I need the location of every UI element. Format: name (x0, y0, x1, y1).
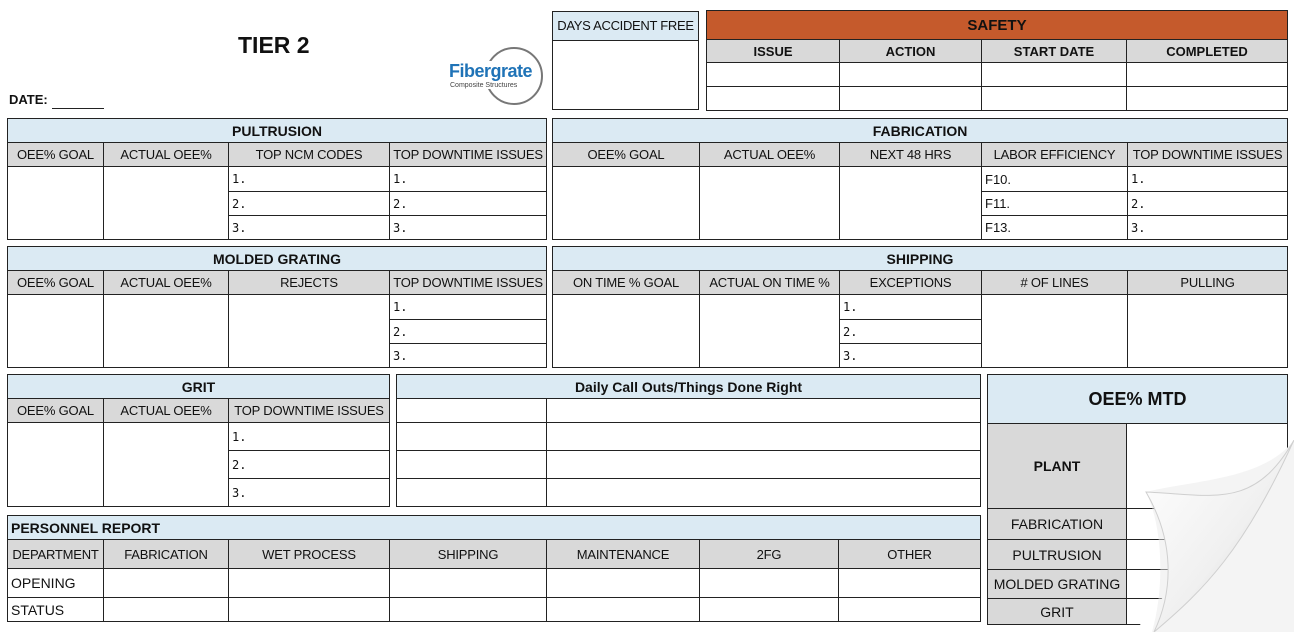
callout-cell[interactable] (397, 399, 547, 423)
ship-goal-cell[interactable] (553, 295, 700, 368)
days-accident-free-box (552, 11, 699, 110)
page-title: TIER 2 (238, 32, 310, 58)
ship-lines-cell[interactable] (982, 295, 1128, 368)
oee-row-pultrusion: PULTRUSION (988, 540, 1127, 570)
ncm-item[interactable]: 1. (229, 167, 390, 192)
col-actual-oee: ACTUAL OEE% (104, 399, 229, 423)
oee-row-grit: GRIT (988, 599, 1127, 625)
fabrication-title: FABRICATION (553, 119, 1288, 143)
callout-cell[interactable] (547, 451, 981, 479)
col-labor-efficiency: LABOR EFFICIENCY (982, 143, 1128, 167)
safety-table (706, 10, 1288, 111)
downtime-item[interactable]: 3. (229, 479, 390, 507)
labor-item[interactable]: F13. (982, 216, 1128, 240)
ncm-item[interactable]: 2. (229, 192, 390, 216)
downtime-item[interactable]: 3. (390, 344, 547, 368)
col-top-downtime: TOP DOWNTIME ISSUES (229, 399, 390, 423)
col-top-ncm-codes: TOP NCM CODES (229, 143, 390, 167)
downtime-item[interactable]: 1. (229, 423, 390, 451)
days-accident-free-value[interactable] (553, 41, 698, 111)
downtime-item[interactable]: 3. (1128, 216, 1288, 240)
oee-row-fabrication: FABRICATION (988, 509, 1127, 540)
oee-mtd-title: OEE% MTD (988, 375, 1288, 424)
fabrication-next-48-cell[interactable] (840, 167, 982, 240)
ship-actual-cell[interactable] (700, 295, 840, 368)
personnel-cell[interactable] (390, 598, 547, 622)
col-pulling: PULLING (1128, 271, 1288, 295)
fabrication-table (552, 118, 1288, 240)
downtime-item[interactable]: 1. (390, 167, 547, 192)
callout-cell[interactable] (397, 423, 547, 451)
daily-callouts-table (396, 374, 981, 507)
shipping-title: SHIPPING (553, 247, 1288, 271)
fibergrate-logo (447, 47, 543, 109)
downtime-item[interactable]: 2. (1128, 192, 1288, 216)
date-label: DATE: (9, 92, 48, 107)
col-maintenance: MAINTENANCE (547, 540, 700, 569)
col-oee-goal: OEE% GOAL (8, 399, 104, 423)
safety-cell[interactable] (707, 63, 840, 87)
shipping-table (552, 246, 1288, 368)
mg-actual-oee-cell[interactable] (104, 295, 229, 368)
ship-pulling-cell[interactable] (1128, 295, 1288, 368)
pultrusion-actual-oee-cell[interactable] (104, 167, 229, 240)
pultrusion-oee-goal-cell[interactable] (8, 167, 104, 240)
molded-grating-table (7, 246, 547, 368)
oee-row-molded-grating: MOLDED GRATING (988, 570, 1127, 599)
logo-wordmark: Fibergrate (449, 61, 533, 81)
col-oee-goal: OEE% GOAL (8, 271, 104, 295)
col-completed: COMPLETED (1127, 40, 1288, 63)
personnel-cell[interactable] (700, 569, 839, 598)
pultrusion-table (7, 118, 547, 240)
labor-item[interactable]: F10. (982, 167, 1128, 192)
col-oee-goal: OEE% GOAL (553, 143, 700, 167)
fabrication-actual-oee-cell[interactable] (700, 167, 840, 240)
exception-item[interactable]: 3. (840, 344, 982, 368)
col-wet-process: WET PROCESS (229, 540, 390, 569)
grit-actual-oee-cell[interactable] (104, 423, 229, 507)
safety-cell[interactable] (982, 87, 1127, 111)
date-underline[interactable] (52, 108, 104, 109)
ncm-item[interactable]: 3. (229, 216, 390, 240)
personnel-table (7, 515, 981, 622)
col-exceptions: EXCEPTIONS (840, 271, 982, 295)
col-on-time-goal: ON TIME % GOAL (553, 271, 700, 295)
safety-cell[interactable] (1127, 63, 1288, 87)
exception-item[interactable]: 1. (840, 295, 982, 320)
col-rejects: REJECTS (229, 271, 390, 295)
col-start-date: START DATE (982, 40, 1127, 63)
downtime-item[interactable]: 2. (390, 320, 547, 344)
safety-title: SAFETY (707, 11, 1288, 40)
personnel-cell[interactable] (547, 598, 700, 622)
labor-item[interactable]: F11. (982, 192, 1128, 216)
safety-cell[interactable] (840, 63, 982, 87)
personnel-cell[interactable] (104, 598, 229, 622)
downtime-item[interactable]: 1. (1128, 167, 1288, 192)
grit-table (7, 374, 390, 507)
personnel-cell[interactable] (104, 569, 229, 598)
downtime-item[interactable]: 1. (390, 295, 547, 320)
personnel-cell[interactable] (229, 569, 390, 598)
personnel-cell[interactable] (229, 598, 390, 622)
daily-callouts-title: Daily Call Outs/Things Done Right (397, 375, 981, 399)
personnel-title: PERSONNEL REPORT (8, 516, 981, 540)
downtime-item[interactable]: 2. (229, 451, 390, 479)
grit-oee-goal-cell[interactable] (8, 423, 104, 507)
col-oee-goal: OEE% GOAL (8, 143, 104, 167)
col-other: OTHER (839, 540, 981, 569)
oee-row-plant: PLANT (988, 424, 1127, 509)
col-top-downtime: TOP DOWNTIME ISSUES (390, 271, 547, 295)
days-accident-free-label: DAYS ACCIDENT FREE (553, 12, 698, 41)
col-num-lines: # OF LINES (982, 271, 1128, 295)
col-actual-oee: ACTUAL OEE% (104, 271, 229, 295)
downtime-item[interactable]: 2. (390, 192, 547, 216)
col-action: ACTION (840, 40, 982, 63)
safety-cell[interactable] (840, 87, 982, 111)
personnel-cell[interactable] (700, 598, 839, 622)
personnel-cell[interactable] (839, 569, 981, 598)
grit-title: GRIT (8, 375, 390, 399)
page-curl-icon (1134, 440, 1294, 632)
col-actual-on-time: ACTUAL ON TIME % (700, 271, 840, 295)
col-fabrication: FABRICATION (104, 540, 229, 569)
personnel-cell[interactable] (839, 598, 981, 622)
safety-cell[interactable] (707, 87, 840, 111)
col-top-downtime: TOP DOWNTIME ISSUES (390, 143, 547, 167)
callout-cell[interactable] (547, 479, 981, 507)
pultrusion-title: PULTRUSION (8, 119, 547, 143)
col-shipping: SHIPPING (390, 540, 547, 569)
personnel-cell[interactable] (547, 569, 700, 598)
safety-cell[interactable] (1127, 87, 1288, 111)
callout-cell[interactable] (397, 451, 547, 479)
callout-cell[interactable] (547, 399, 981, 423)
col-issue: ISSUE (707, 40, 840, 63)
col-2fg: 2FG (700, 540, 839, 569)
col-actual-oee: ACTUAL OEE% (104, 143, 229, 167)
mg-rejects-cell[interactable] (229, 295, 390, 368)
col-next-48-hrs: NEXT 48 HRS (840, 143, 982, 167)
logo-tagline: Composite Structures (450, 82, 518, 89)
downtime-item[interactable]: 3. (390, 216, 547, 240)
callout-cell[interactable] (547, 423, 981, 451)
mg-oee-goal-cell[interactable] (8, 295, 104, 368)
exception-item[interactable]: 2. (840, 320, 982, 344)
molded-grating-title: MOLDED GRATING (8, 247, 547, 271)
col-actual-oee: ACTUAL OEE% (700, 143, 840, 167)
fabrication-oee-goal-cell[interactable] (553, 167, 700, 240)
callout-cell[interactable] (397, 479, 547, 507)
col-top-downtime: TOP DOWNTIME ISSUES (1128, 143, 1288, 167)
col-department: DEPARTMENT (8, 540, 104, 569)
personnel-cell[interactable] (390, 569, 547, 598)
safety-cell[interactable] (982, 63, 1127, 87)
row-status: STATUS (8, 598, 104, 622)
row-opening: OPENING (8, 569, 104, 598)
